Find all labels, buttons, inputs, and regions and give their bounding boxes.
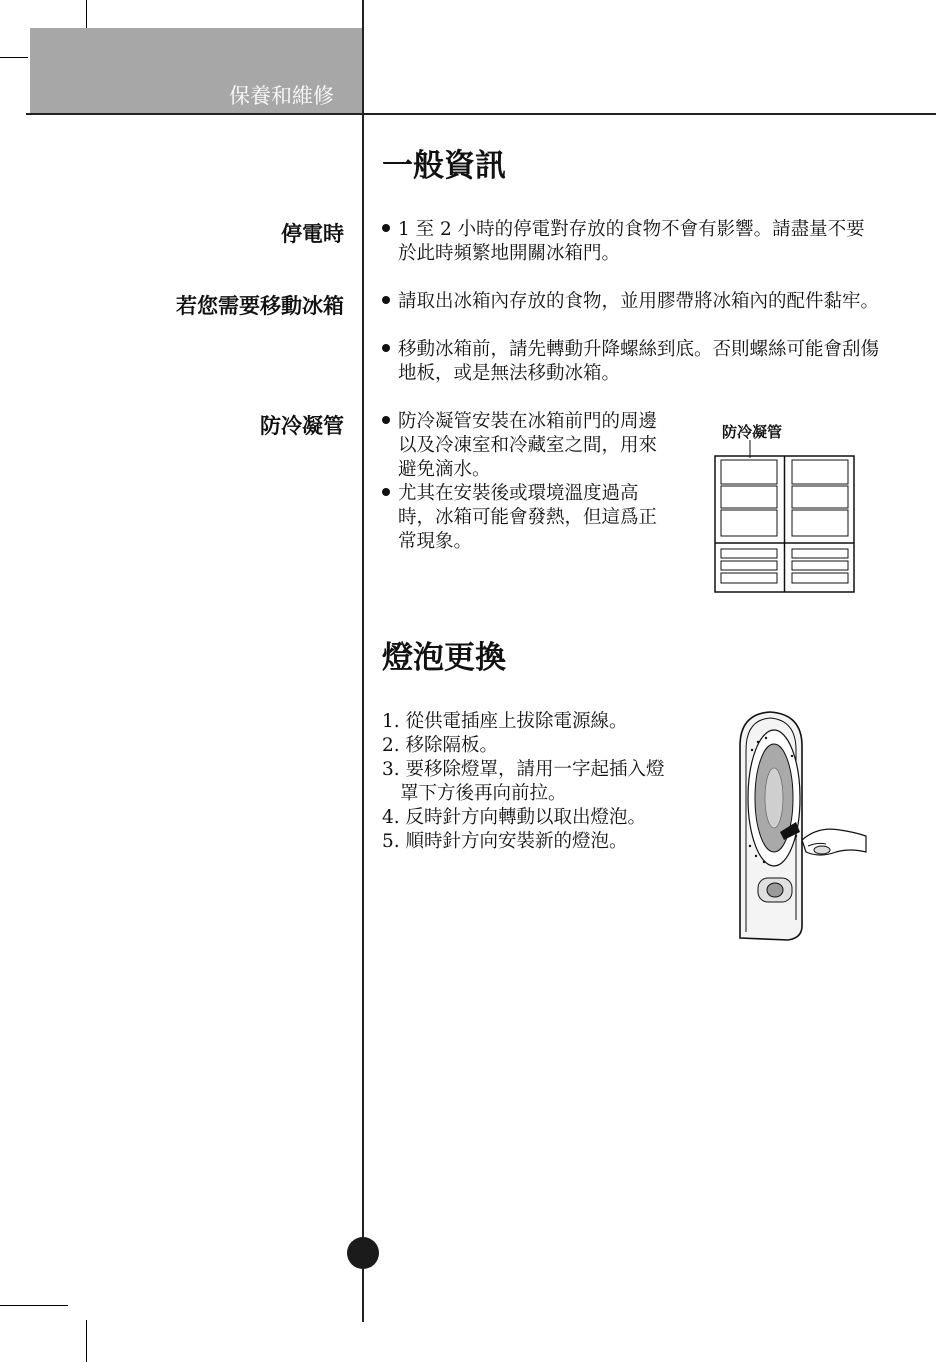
header-tab xyxy=(30,28,362,114)
crop-mark xyxy=(86,0,87,28)
bulb-step-2: 2. 移除隔板。 xyxy=(382,735,499,756)
bulb-step-4: 4. 反時針方向轉動以取出燈泡。 xyxy=(382,807,647,828)
crop-mark xyxy=(86,1320,87,1362)
anti-condensation-bullet-2: 尤其在安裝後或環境溫度過高時，冰箱可能會發熱，但這爲正常現象。 xyxy=(382,482,660,554)
page-title: 保養和維修 xyxy=(229,84,334,108)
bulb-section-title: 燈泡更換 xyxy=(382,640,506,676)
anti-condensation-bullet-1: 防冷凝管安裝在冰箱前門的周邊以及冷凍室和冷藏室之間，用來避免滴水。 xyxy=(382,410,660,482)
anti-condensation-label: 防冷凝管 xyxy=(260,414,344,438)
diagram-label: 防冷凝管 xyxy=(722,423,783,441)
moving-bullet-2: 移動冰箱前，請先轉動升降螺絲到底。否則螺絲可能會刮傷地板，或是無法移動冰箱。 xyxy=(382,338,880,386)
power-outage-bullet: 1 至 2 小時的停電對存放的食物不會有影響。請盡量不要於此時頻繁地開關冰箱門。 xyxy=(382,218,880,266)
page-number-dot xyxy=(347,1237,379,1269)
moving-label: 若您需要移動冰箱 xyxy=(176,294,344,318)
header-rule xyxy=(26,113,936,115)
crop-mark xyxy=(0,1305,68,1306)
crop-mark xyxy=(0,57,28,58)
bulb-step-5: 5. 順時針方向安裝新的燈泡。 xyxy=(382,831,628,852)
general-section-title: 一般資訊 xyxy=(382,148,506,184)
moving-bullet-1: 請取出冰箱內存放的食物，並用膠帶將冰箱內的配件黏牢。 xyxy=(382,290,880,314)
bulb-step-1: 1. 從供電插座上拔除電源線。 xyxy=(382,711,628,732)
bulb-step-3: 3. 要移除燈罩，請用一字起插入燈罩下方後再向前拉。 xyxy=(382,759,665,804)
lamp-replacement-illustration xyxy=(722,706,872,950)
fridge-front-diagram xyxy=(712,438,858,596)
power-outage-label: 停電時 xyxy=(281,222,344,246)
column-divider xyxy=(362,0,364,1322)
